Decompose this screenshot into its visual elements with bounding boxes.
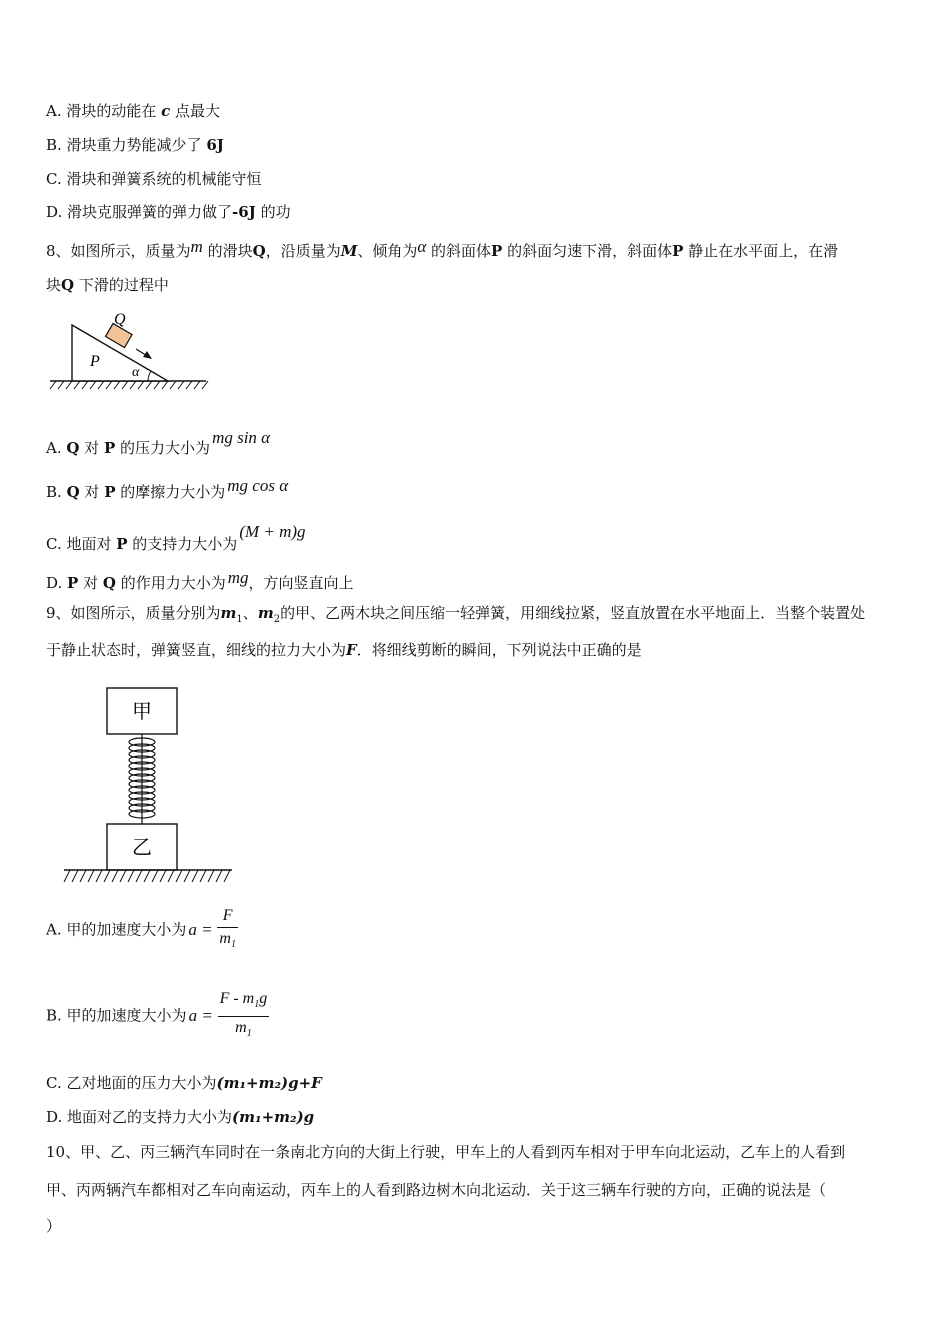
q8-stem-p: P [672, 242, 684, 260]
q8-stem-part: ，沿质量为 [265, 242, 341, 260]
q8-option-d-formula: mg [227, 568, 249, 587]
q9-option-c [46, 1073, 322, 1093]
q7-option-d-value: -6J [232, 203, 256, 221]
q8-option-q: Q [66, 483, 80, 501]
q9-option-a [46, 905, 238, 956]
q8-option-q: Q [102, 574, 116, 592]
q8-option-a-formula: mg sin α [212, 428, 271, 447]
q8-stem-part: 、倾角为 [357, 242, 418, 260]
q9-option-b-num-text: F - m [219, 990, 255, 1007]
q8-stem-part: 静止在水平面上，在滑 [683, 242, 839, 260]
q10-stem-line2 [46, 1180, 826, 1200]
q9-block-bottom-label: 乙 [132, 837, 152, 859]
q8-option-d-text: 对 [78, 574, 103, 592]
q9-option-a-lhs: a = [188, 919, 213, 939]
q9-option-b-num-sub: 1 [254, 999, 260, 1011]
q8-stem-part: 的斜面匀速下滑，斜面体 [502, 242, 673, 260]
q8-option-p: P [104, 439, 116, 457]
q8-option-b-text: 对 [79, 483, 105, 501]
q8-option-p: P [104, 483, 116, 501]
q9-option-b-fraction [218, 988, 270, 1045]
spring-coil [129, 734, 155, 824]
q9-option-a-denominator [217, 928, 238, 956]
q9-option-d-text: D. 地面对乙的支持力大小为 [46, 1108, 233, 1126]
q9-option-a-numerator: F [217, 905, 238, 928]
q7-option-c-text: C. 滑块和弹簧系统的机械能守恒 [46, 170, 262, 188]
q8-option-b-formula: mg cos α [227, 476, 289, 495]
q9-stem-part: ．将细线剪断的瞬间，下列说法中正确的是 [356, 641, 642, 659]
q7-option-d-tail: 的功 [255, 203, 291, 221]
q8-option-a-text: 对 [79, 439, 104, 457]
q8-stem-line1 [46, 237, 838, 261]
q8-option-b [46, 476, 288, 502]
q9-option-c-formula: (m₁+m₂)g+F [216, 1074, 322, 1092]
q7-option-a [46, 101, 220, 121]
q8-option-d-text: D. [46, 574, 68, 592]
q9-stem-sub2: 2 [273, 614, 281, 625]
q9-stem-line1 [46, 603, 865, 630]
q8-stem-part: 的滑块 [202, 242, 253, 260]
q7-option-b-value: 6J [206, 136, 224, 154]
q7-option-a-text: A. 滑块的动能在 [46, 102, 162, 120]
q10-stem-text: ） [46, 1217, 62, 1235]
q8-stem-p: P [491, 242, 503, 260]
q8-option-d-text: 的作用力大小为 [115, 574, 226, 592]
q8-option-c-text: 的支持力大小为 [127, 535, 238, 553]
q7-option-a-var: c [161, 102, 171, 120]
q9-stem-sep: 、 [242, 604, 258, 622]
q10-stem-text: 甲、丙两辆汽车都相对乙车向南运动，丙车上的人看到路边树木向北运动．关于这三辆车行驶的方向，正确的说法是（ [46, 1181, 827, 1199]
q8-option-a [46, 428, 270, 458]
q9-stem-line2 [46, 640, 642, 660]
q8-stem-part: 的斜面体 [426, 242, 492, 260]
q7-option-d [46, 202, 291, 222]
q8-option-b-text: B. [46, 483, 67, 501]
q9-option-a-den-var: m [219, 930, 231, 947]
q9-option-b-text: B. 甲的加速度大小为 [46, 1006, 187, 1025]
q8-stem-m: m [190, 237, 203, 256]
q9-stem-part: 的甲、乙两木块之间压缩一轻弹簧，用细线拉紧，竖直放置在水平地面上．当整个装置处 [280, 604, 866, 622]
q8-stem-line2 [46, 275, 169, 295]
q8-stem-part: 下滑的过程中 [74, 276, 169, 294]
q9-option-b [46, 988, 269, 1045]
q7-option-b-text: B. 滑块重力势能减少了 [46, 136, 207, 154]
q9-option-a-den-sub: 1 [230, 939, 236, 951]
q9-option-d-formula: (m₁+m₂)g [232, 1108, 315, 1126]
q8-stem-part: 块 [46, 276, 62, 294]
q8-figure-p-label: P [90, 353, 100, 370]
q7-option-a-tail: 点最大 [170, 102, 221, 120]
q8-option-b-text: 的摩擦力大小为 [115, 483, 226, 501]
q9-stem-part: 于静止状态时，弹簧竖直，细线的拉力大小为 [46, 641, 347, 659]
q8-figure-alpha-label: α [132, 365, 140, 380]
q7-option-b [46, 135, 224, 155]
q9-option-b-den-var: m [235, 1019, 247, 1037]
q10-stem-line1 [46, 1142, 845, 1162]
q8-option-p: P [116, 535, 128, 553]
q10-stem-text: 10、甲、乙、丙三辆汽车同时在一条南北方向的大街上行驶，甲车上的人看到丙车相对于甲车向北运动，乙车上的人看到 [46, 1143, 846, 1161]
q10-stem-line3 [46, 1216, 61, 1236]
q8-stem-q: Q [61, 276, 75, 294]
q9-stem-f: F [346, 641, 357, 659]
q9-stem-part: 9、如图所示，质量分别为 [46, 604, 221, 622]
q8-option-c-text: C. 地面对 [46, 535, 117, 553]
q9-option-b-numerator [218, 988, 270, 1017]
q9-spring-figure [60, 686, 236, 886]
q9-block-top-label: 甲 [132, 701, 152, 723]
q9-option-a-fraction [217, 905, 238, 956]
q8-option-c [46, 522, 306, 554]
q8-option-p: P [67, 574, 79, 592]
q8-option-d-tail: ，方向竖直向上 [248, 574, 354, 592]
q9-option-b-denominator [218, 1017, 270, 1045]
q9-option-a-text: A. 甲的加速度大小为 [46, 920, 187, 939]
q7-option-d-text: D. 滑块克服弹簧的弹力做了 [46, 203, 233, 221]
q9-option-d [46, 1107, 314, 1127]
q8-stem-part: 8、如图所示，质量为 [46, 242, 191, 260]
q9-option-b-lhs: a = [188, 1005, 213, 1025]
q8-option-d [46, 568, 354, 593]
q8-option-q: Q [66, 439, 80, 457]
q9-stem-sub1: 1 [236, 614, 243, 625]
q9-option-b-num-tail: g [259, 990, 268, 1007]
q8-option-c-formula: (M + m)g [239, 522, 306, 541]
q8-stem-alpha: α [417, 237, 427, 256]
q9-stem-m2: m [257, 604, 274, 622]
q8-stem-M: M [340, 242, 358, 260]
q8-stem-q: Q [252, 242, 266, 260]
q9-stem-m1: m [220, 604, 237, 622]
q7-option-c [46, 169, 261, 189]
q8-option-a-text: 的压力大小为 [115, 439, 211, 457]
q8-incline-figure [48, 305, 210, 391]
q8-figure-q-label: Q [114, 311, 126, 328]
q9-option-b-den-sub: 1 [246, 1028, 252, 1040]
q9-option-c-text: C. 乙对地面的压力大小为 [46, 1074, 217, 1092]
q8-option-a-text: A. [46, 439, 67, 457]
